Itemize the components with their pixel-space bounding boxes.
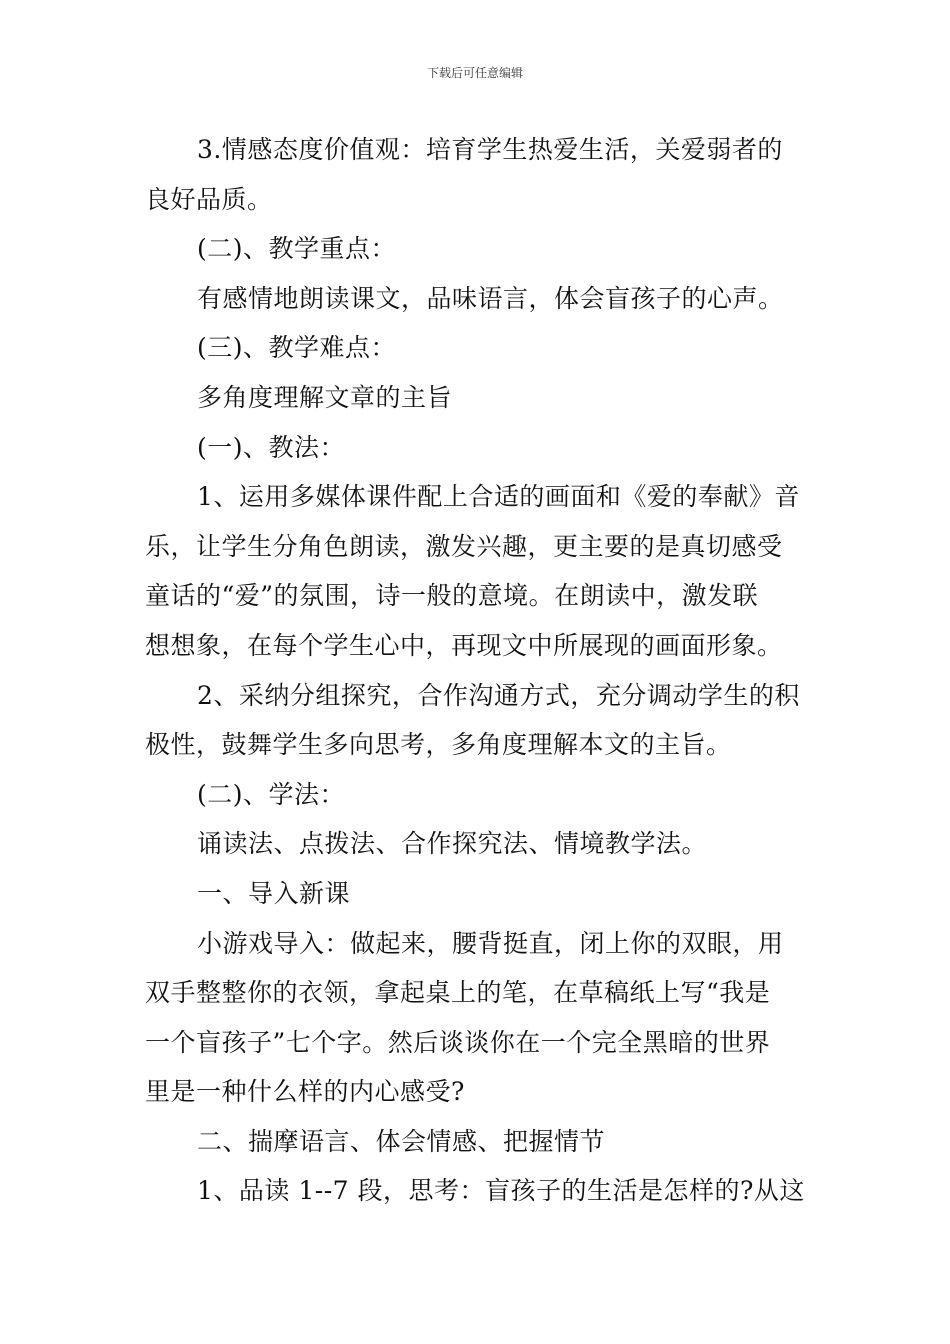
text-line: (二)、学法： — [197, 779, 346, 809]
text-line: 一、导入新课 — [197, 878, 351, 908]
text-line: (三)、教学难点： — [197, 333, 397, 363]
text-line: 多角度理解文章的主旨 — [197, 382, 453, 412]
paragraph-objective-3 — [145, 125, 810, 224]
paragraph-method-1 — [145, 472, 810, 670]
heading-language-study — [145, 1117, 810, 1167]
text-line: 二、揣摩语言、体会情感、把握情节 — [197, 1126, 606, 1156]
heading-teaching-method — [145, 423, 810, 473]
paragraph-lesson-intro — [145, 919, 810, 1117]
text-line: 童话的“爱”的氛围，诗一般的意境。在朗读中，激发联 — [145, 581, 759, 611]
text-line: (一)、教法： — [197, 432, 346, 462]
text-line: 1、运用多媒体课件配上合适的画面和《爱的奉献》音 — [197, 482, 800, 512]
heading-learning-method — [145, 770, 810, 820]
page-header: 下载后可任意编辑 — [426, 66, 523, 80]
text-line: 想想象，在每个学生心中，再现文中所展现的画面形象。 — [145, 630, 783, 660]
text-line: 诵读法、点拨法、合作探究法、情境教学法。 — [197, 829, 708, 859]
text-line: 一个盲孩子”七个字。然后谈谈你在一个完全黑暗的世界 — [145, 1027, 771, 1057]
text-line: 3.情感态度价值观：培育学生热爱生活，关爱弱者的 — [197, 135, 783, 164]
heading-lesson-intro — [145, 869, 810, 919]
heading-teaching-focus — [145, 224, 810, 274]
text-line: 2、采纳分组探究，合作沟通方式，充分调动学生的积 — [197, 680, 800, 710]
text-line: 里是一种什么样的内心感受? — [145, 1077, 465, 1107]
text-line: 双手整整你的衣领，拿起桌上的笔，在草稿纸上写“我是 — [145, 978, 771, 1008]
text-line: 小游戏导入：做起来，腰背挺直，闭上你的双眼，用 — [197, 928, 784, 958]
paragraph-learning-method — [145, 819, 810, 869]
paragraph-teaching-focus — [145, 274, 810, 324]
text-line: 良好品质。 — [145, 184, 273, 214]
paragraph-method-2 — [145, 671, 810, 770]
document-body — [145, 125, 810, 1216]
text-line: (二)、教学重点： — [197, 234, 397, 264]
paragraph-teaching-difficulty — [145, 373, 810, 423]
text-line: 极性，鼓舞学生多向思考，多角度理解本文的主旨。 — [145, 730, 732, 760]
heading-teaching-difficulty — [145, 323, 810, 373]
text-line: 1、品读 1--7 段，思考：盲孩子的生活是怎样的?从这 — [197, 1176, 805, 1206]
paragraph-reading-task — [145, 1166, 810, 1216]
text-line: 有感情地朗读课文，品味语言，体会盲孩子的心声。 — [197, 283, 784, 313]
text-line: 乐，让学生分角色朗读，激发兴趣，更主要的是真切感受 — [145, 531, 783, 561]
